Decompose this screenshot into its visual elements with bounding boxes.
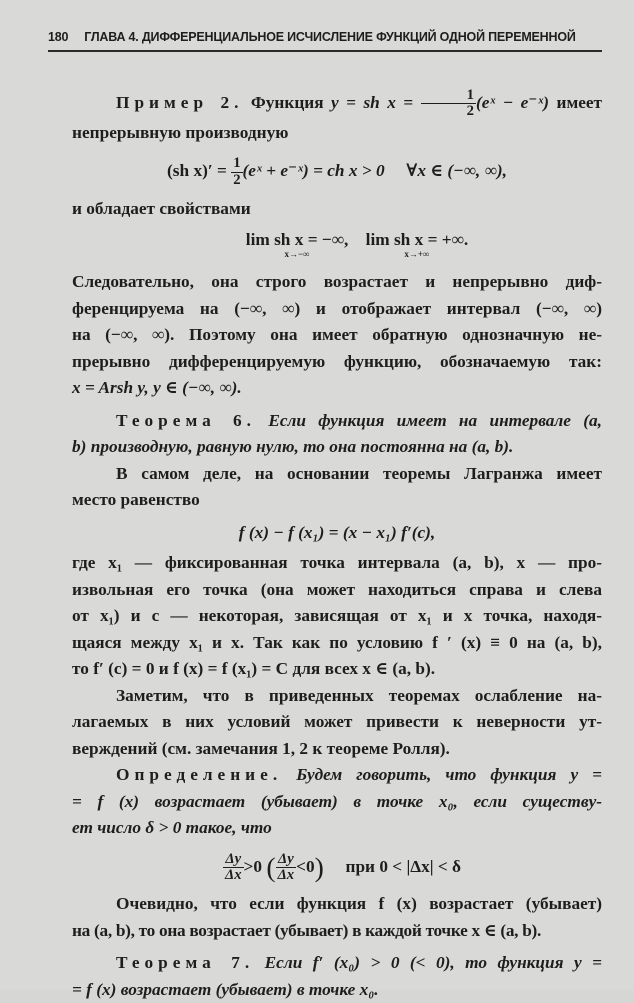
condition-range: при 0 < |Δx| < δ bbox=[345, 856, 462, 876]
frac-numerator: Δy bbox=[276, 852, 297, 868]
increment-condition bbox=[72, 852, 602, 884]
proof-body-1: где x₁ — фиксированная точка интервала (a, b), x — про- bbox=[72, 553, 602, 573]
sh-definition-lhs: y = sh x = bbox=[331, 92, 414, 112]
limits-formula bbox=[72, 231, 602, 259]
definition-label: Определение. bbox=[116, 765, 283, 785]
limit2-text: lim sh x = +∞. bbox=[365, 229, 469, 249]
frac-numerator: 1 bbox=[421, 88, 476, 104]
dy-dx-fraction-2 bbox=[276, 852, 297, 884]
conclusion-line-1: Следовательно, она строго возрастает и непрерывно диф- bbox=[72, 272, 602, 292]
page-number: 180 bbox=[48, 30, 69, 44]
definition-line2: = f (x) возрастает (убывает) в точке x₀, если существу- bbox=[72, 791, 602, 811]
frac-denominator: Δx bbox=[224, 866, 242, 883]
limit1-subscript: x→−∞ bbox=[284, 249, 310, 260]
conclusion-line-2: ференцируема на (−∞, ∞) и отображает интервал (−∞, ∞) bbox=[72, 298, 602, 318]
example2-line2: непрерывную производную bbox=[72, 122, 289, 142]
derivative-half bbox=[231, 156, 242, 188]
derivative-rhs: (eˣ + e⁻ˣ) = ch x > 0 bbox=[242, 161, 385, 181]
remark-line-2: лагаемых в них условий может привести к неверности ут- bbox=[72, 712, 602, 732]
page-body bbox=[72, 84, 602, 1003]
proof-body-4: щаяся между x₁ и x. Так как по условию f ′ (x) ≡ 0 на (a, b), bbox=[72, 632, 602, 652]
derivative-lhs: (sh x)′ = bbox=[167, 161, 227, 181]
definition-line3: ет число δ > 0 такое, что bbox=[72, 818, 272, 838]
limit-plus-infinity bbox=[366, 231, 469, 259]
lagrange-equation: f (x) − f (x₁) = (x − x₁) f′(c), bbox=[238, 522, 436, 542]
condition-greater: >0 bbox=[243, 856, 263, 876]
chapter-title: ГЛАВА 4. ДИФФЕРЕНЦИАЛЬНОЕ ИСЧИСЛЕНИЕ ФУНКЦИЙ ОДНОЙ ПЕРЕМЕННОЙ bbox=[84, 30, 576, 44]
frac-numerator: 1 bbox=[233, 155, 241, 172]
frac-numerator: Δy bbox=[223, 852, 244, 868]
definition-after-1: Очевидно, что если функция f (x) возрастает (убывает) bbox=[116, 894, 602, 914]
definition-start: Будем говорить, что функция y = bbox=[296, 765, 602, 785]
left-paren: ( bbox=[266, 851, 276, 883]
one-half-fraction bbox=[421, 88, 476, 120]
sh-definition-rhs: (eˣ − e⁻ˣ) bbox=[475, 92, 550, 112]
theorem7-line1 bbox=[72, 950, 602, 977]
condition-less: <0 bbox=[296, 856, 315, 876]
theorem7-label: Теорема 7. bbox=[116, 953, 255, 973]
example2-text-b: имеет bbox=[556, 92, 603, 112]
proof-body-5: то f′ (c) = 0 и f (x) = f (x₁) = C для всех x ∈ (a, b). bbox=[72, 659, 436, 679]
header-rule bbox=[48, 50, 602, 52]
definition-after-2: на (a, b), то она возрастает (убывает) в каждой точке x ∈ (a, b). bbox=[72, 920, 541, 940]
theorem6-line2: b) производную, равную нулю, то она постоянна на (a, b). bbox=[72, 437, 514, 457]
theorem7-line2: = f (x) возрастает (убывает) в точке x₀. bbox=[72, 979, 379, 999]
limit2-subscript: x→+∞ bbox=[404, 249, 430, 260]
proof-line-2: место равенство bbox=[72, 490, 200, 510]
example2-line1 bbox=[72, 88, 602, 120]
frac-denominator: 2 bbox=[466, 103, 474, 120]
frac-denominator: Δx bbox=[277, 866, 295, 883]
dy-dx-fraction bbox=[223, 852, 244, 884]
proof-body-3: от x₁) и c — некоторая, зависящая от x₁ и x точка, находя- bbox=[72, 606, 602, 626]
remark-line-1: Заметим, что в приведенных теоремах ослабление на- bbox=[116, 685, 602, 705]
theorem6-statement-start: Если функция имеет на интервале (a, bbox=[268, 410, 602, 430]
running-header bbox=[48, 30, 600, 44]
derivative-domain: ∀x ∈ (−∞, ∞), bbox=[406, 161, 507, 181]
limit-minus-infinity bbox=[246, 231, 349, 259]
theorem7-statement-start: Если f′ (x₀) > 0 (< 0), то функция y = bbox=[264, 953, 602, 973]
proof-line-1: В самом деле, на основании теоремы Лагранжа имеет bbox=[116, 463, 602, 483]
derivative-formula bbox=[72, 156, 602, 188]
conclusion-line-4: прерывно дифференцируемую функцию, обозначаемую так: bbox=[72, 351, 602, 371]
example2-line3: и обладает свойствами bbox=[72, 199, 251, 219]
example2-label: Пример 2. bbox=[116, 92, 244, 112]
theorem6-line1 bbox=[72, 408, 602, 435]
conclusion-line-5: x = Arsh y, y ∈ (−∞, ∞). bbox=[72, 378, 242, 398]
conclusion-line-3: на (−∞, ∞). Поэтому она имеет обратную однозначную не- bbox=[72, 325, 602, 345]
theorem6-label: Теорема 6. bbox=[116, 410, 257, 430]
frac-denominator: 2 bbox=[233, 171, 241, 188]
remark-line-3: верждений (см. замечания 1, 2 к теореме Ролля). bbox=[72, 738, 450, 758]
right-paren: ) bbox=[314, 851, 324, 883]
limit1-text: lim sh x = −∞, bbox=[245, 229, 349, 249]
example2-text-a: Функция bbox=[250, 92, 324, 112]
proof-body-2: извольная его точка (она может находиться справа и слева bbox=[72, 579, 602, 599]
definition-line1 bbox=[72, 762, 602, 789]
